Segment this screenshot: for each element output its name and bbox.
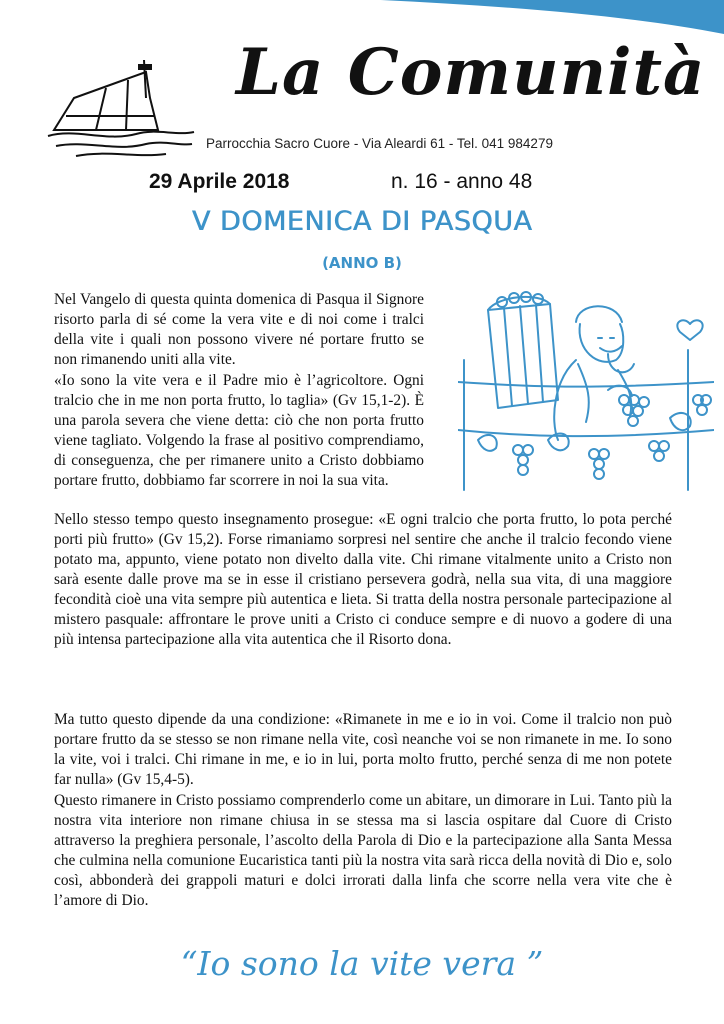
article-paragraph-4: Ma tutto questo dipende da una condizione: «Rimanete in me e io in voi. Come il tralcio non può portare frutto da se stesso se non rimane nella vite, così neanche voi se non rimanete in me. Io sono la vite, voi i tralci. Chi rimane in me, e io in lui, porta molto frutto, perché senza di me non potete far nulla» (Gv 15,4-5). [54, 711, 672, 788]
issue-line [149, 170, 533, 194]
article-paragraph-5: Questo rimanere in Cristo possiamo comprenderlo come un abitare, un dimorare in Lui. Tanto più la nostra vita interiore non rimane chiusa in se stessa ma si lascia ospitare dal Cuore di Cristo attraverso la preghiera personale, l’ascolto della Parola di Dio e la partecipazione alla Santa Messa che culmina nella comunione Eucaristica tanti più la nostra vita sarà ricca della novità di Dio e, solo così, abbonderà dei grappoli maturi e dolci irrorati dalla linfa che scorre nella vera vite che è l’amore di Dio. [54, 792, 672, 909]
page-subtitle: (ANNO B) [322, 254, 402, 272]
article-paragraph-2: «Io sono la vite vera e il Padre mio è l’agricoltore. Ogni tralcio che in me non porta frutto, lo taglia» (Gv 15,1-2). È una parola severa che viene detta: ciò che non porta frutto viene tagliato. Volgendo la frase al positivo comprendiamo, di conseguenza, che per rimanere unito a Cristo dobbiamo portare frutto, dobbiamo far scorrere in noi la sua vita. [54, 372, 424, 489]
vine-dresser-illustration [458, 290, 714, 496]
parish-address: Parrocchia Sacro Cuore - Via Aleardi 61 - Tel. 041 984279 [206, 136, 553, 151]
issue-number: n. 16 - anno 48 [391, 170, 533, 193]
church-boat-logo-icon [46, 58, 196, 160]
closing-quote: “Io sono la vite vera ” [180, 944, 544, 983]
page-title: V DOMENICA DI PASQUA [191, 206, 533, 237]
masthead-title: La Comunità [236, 35, 706, 110]
article-paragraph-3: Nello stesso tempo questo insegnamento prosegue: «E ogni tralcio che porta frutto, lo pota perché porti più frutto» (Gv 15,2). Forse rimaniamo sorpresi nel sentire che anche il tralcio fecondo viene potato ma, appunto, viene potato non divelto dalla vite. Chi rimane vitalmente unito a Cristo non sarà esente dalle prove ma se in esse il cristiano persevera godrà, nella sua vita, di una maggiore fecondità cioè una vita sempre più autentica e lieta. Si tratta della nostra personale partecipazione al mistero pasquale: affrontare le prove uniti a Cristo ci conduce sempre e di nuovo a godere di una più intensa partecipazione alla vita autentica che il Risorto dona. [54, 511, 672, 648]
article-paragraph-1: Nel Vangelo di questa quinta domenica di Pasqua il Signore risorto parla di sé come la vera vite e di noi come i tralci della vite i quali non possono vivere né portare frutto se non rimanendo uniti alla vite. [54, 291, 424, 368]
issue-date: 29 Aprile 2018 [149, 170, 290, 193]
